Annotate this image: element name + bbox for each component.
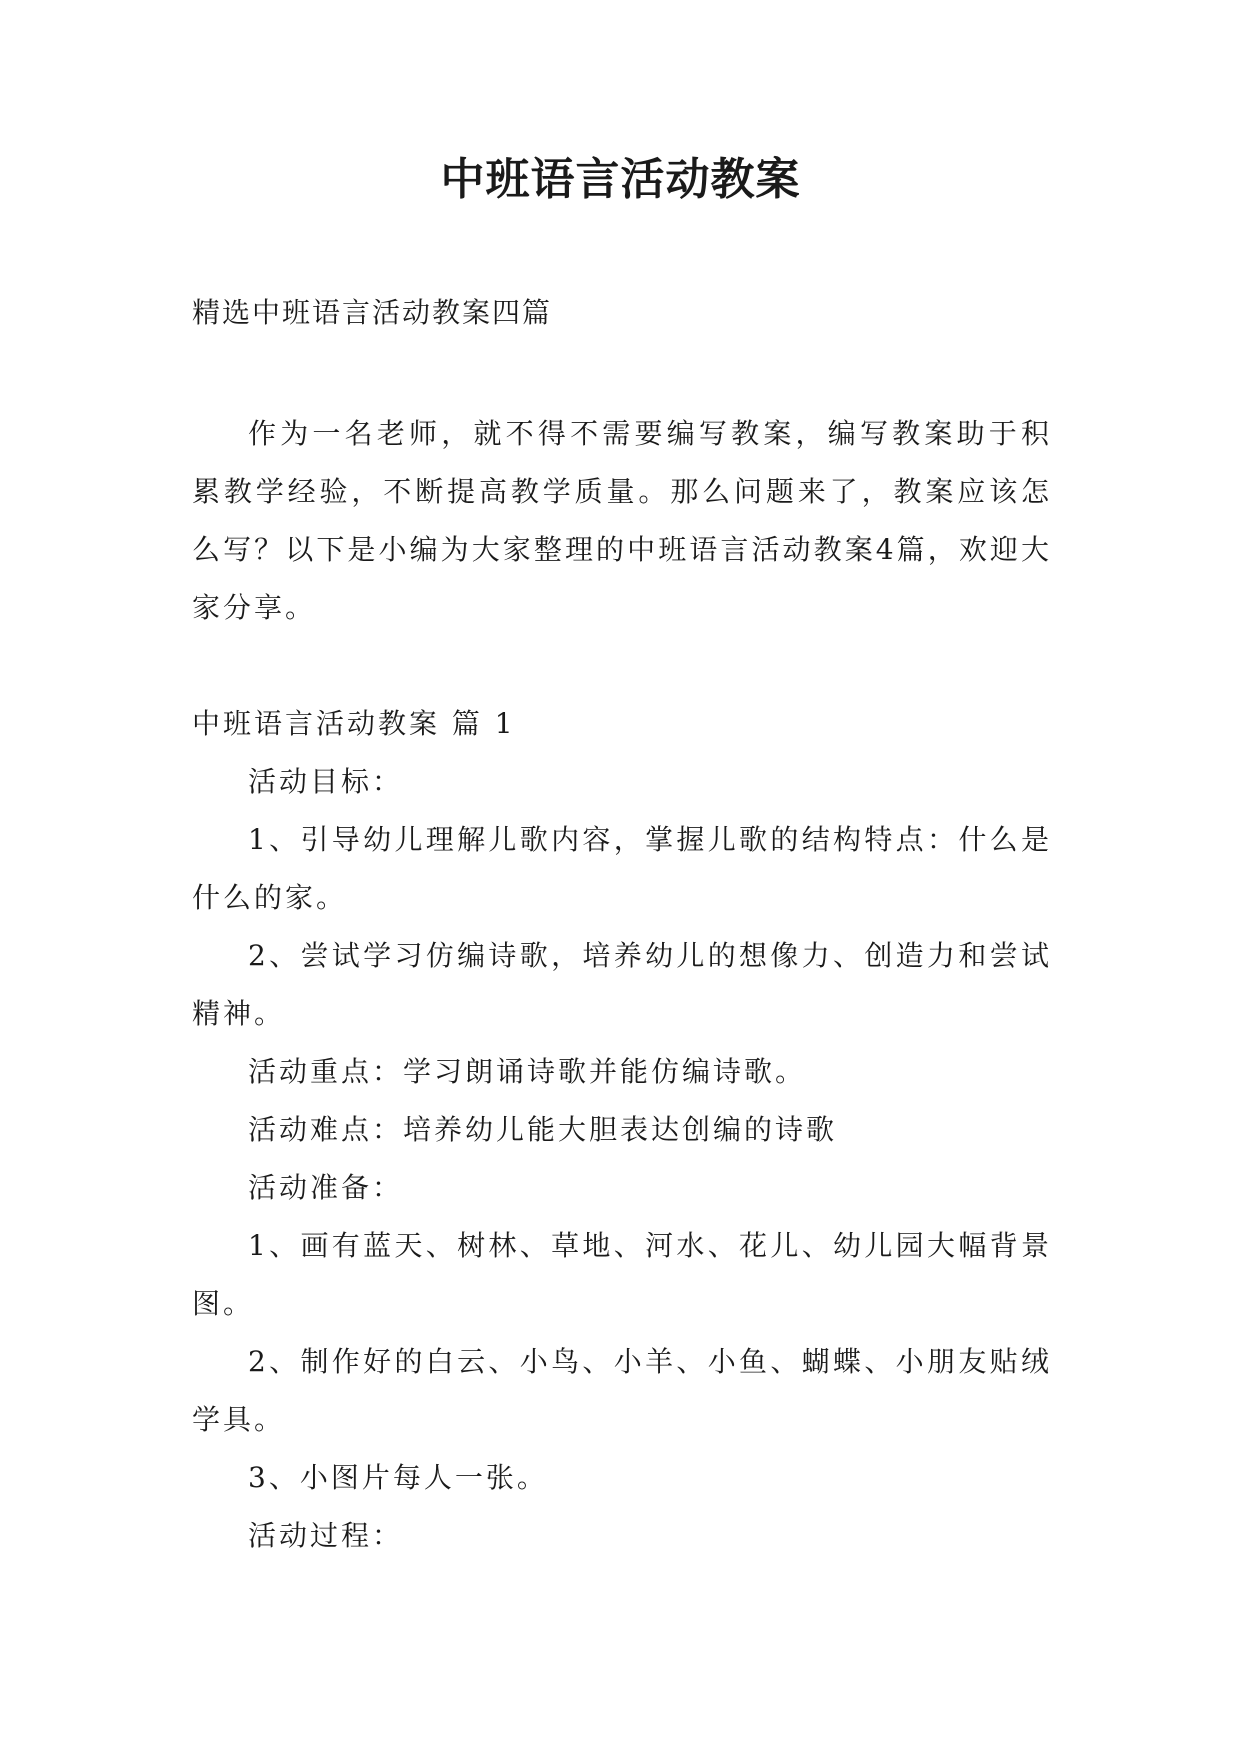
document-body <box>192 405 1052 1565</box>
page-title: 中班语言活动教案 <box>440 154 801 205</box>
paragraph-gap <box>192 637 1052 695</box>
prep-item-2: 2、制作好的白云、小鸟、小羊、小鱼、蝴蝶、小朋友贴绒学具。 <box>192 1345 1052 1436</box>
goal-label: 活动目标： <box>248 765 404 798</box>
goal-item-1: 1、引导幼儿理解儿歌内容，掌握儿歌的结构特点：什么是什么的家。 <box>192 823 1052 914</box>
difficulty-point: 活动难点：培养幼儿能大胆表达创编的诗歌 <box>248 1113 838 1146</box>
section-heading: 中班语言活动教案 篇 1 <box>192 707 516 740</box>
prep-item-1: 1、画有蓝天、树林、草地、河水、花儿、幼儿园大幅背景图。 <box>192 1229 1052 1320</box>
intro-paragraph: 作为一名老师，就不得不需要编写教案，编写教案助于积累教学经验，不断提高教学质量。那么问题来了，教案应该怎么写？以下是小编为大家整理的中班语言活动教案4篇，欢迎大家分享。 <box>192 417 1052 624</box>
key-point: 活动重点：学习朗诵诗歌并能仿编诗歌。 <box>248 1055 807 1088</box>
document-subtitle: 精选中班语言活动教案四篇 <box>192 296 553 329</box>
prep-item-3: 3、小图片每人一张。 <box>248 1461 548 1494</box>
prep-label: 活动准备： <box>248 1171 404 1204</box>
goal-item-2: 2、尝试学习仿编诗歌，培养幼儿的想像力、创造力和尝试精神。 <box>192 939 1052 1030</box>
process-label: 活动过程： <box>248 1519 404 1552</box>
